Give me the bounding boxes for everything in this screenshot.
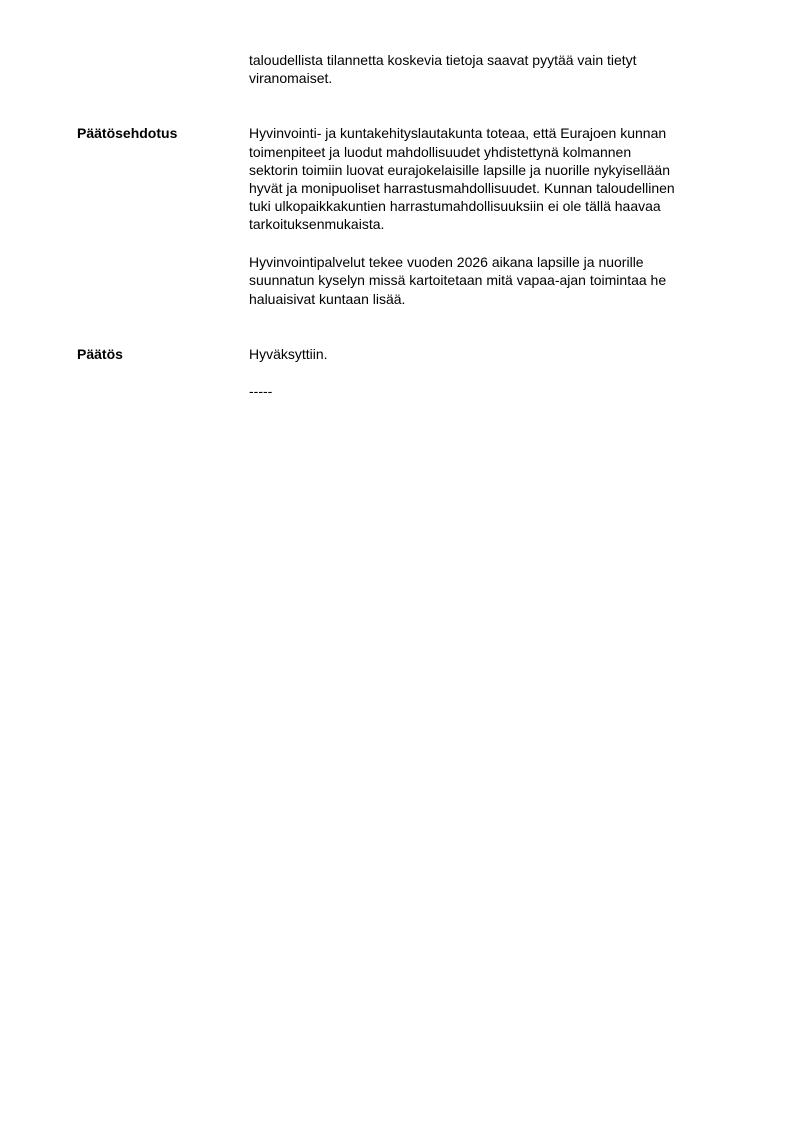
proposal-line: hyvät ja monipuoliset harrastusmahdollisuudet. Kunnan taloudellinen [249,180,675,196]
proposal-label: Päätösehdotus [77,125,178,141]
separator: ----- [249,383,273,399]
decision-text: Hyväksyttiin. [249,346,328,362]
proposal-line: sektorin toimiin luovat eurajokelaisille lapsille ja nuorille nykyisellään [249,162,670,178]
proposal-line: tuki ulkopaikkakuntien harrastumahdollisuuksiin ei ole tällä haavaa [249,198,661,214]
proposal-line: haluaisivat kuntaan lisää. [249,291,406,307]
proposal-line: Hyvinvointi- ja kuntakehityslautakunta toteaa, että Eurajoen kunnan [249,125,667,141]
decision-label: Päätös [77,346,123,362]
intro-line: viranomaiset. [249,70,333,86]
intro-line: taloudellista tilannetta koskevia tietoja saavat pyytää vain tietyt [249,52,637,68]
proposal-line: tarkoituksenmukaista. [249,216,385,232]
proposal-line: suunnatun kyselyn missä kartoitetaan mitä vapaa-ajan toimintaa he [249,272,667,288]
proposal-line: toimenpiteet ja luodut mahdollisuudet yhdistettynä kolmannen [249,144,632,160]
proposal-line: Hyvinvointipalvelut tekee vuoden 2026 aikana lapsille ja nuorille [249,254,644,270]
